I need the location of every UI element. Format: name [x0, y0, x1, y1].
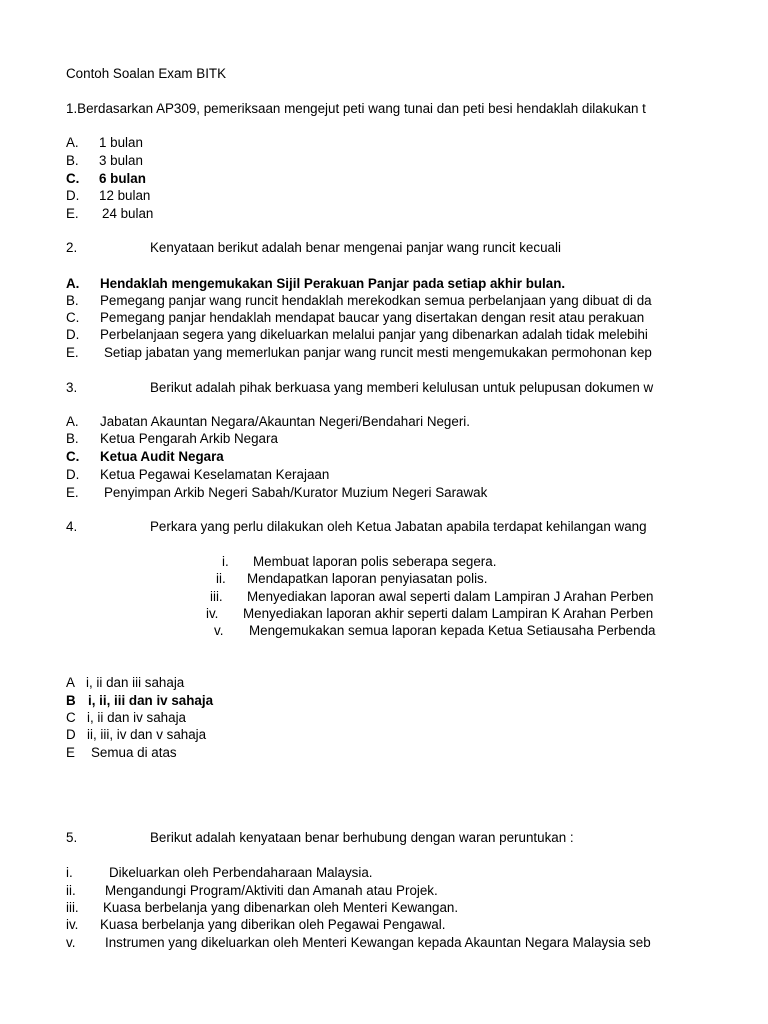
q1-option-a-text: 1 bulan [99, 135, 143, 150]
q1-option-a-letter: A. [66, 135, 79, 150]
q1-option-c-letter: C. [66, 171, 80, 186]
q3-option-b-text: Ketua Pengarah Arkib Negara [100, 431, 278, 446]
question-5-number: 5. [66, 830, 78, 845]
q5-statement-i-numeral: i. [66, 865, 73, 880]
question-4-number: 4. [66, 519, 78, 534]
q4-option-c-letter: C [66, 710, 76, 725]
q4-statement-iii-text: Menyediakan laporan awal seperti dalam Lampiran J Arahan Perben [247, 589, 654, 604]
q5-statement-iv-numeral: iv. [66, 917, 79, 932]
q4-statement-ii-numeral: ii. [216, 571, 226, 586]
q2-option-c-letter: C. [66, 310, 80, 325]
q5-statement-v-text: Instrumen yang dikeluarkan oleh Menteri Kewangan kepada Akauntan Negara Malaysia seb [105, 935, 651, 950]
q3-option-c-text: Ketua Audit Negara [100, 449, 224, 464]
q1-option-e-letter: E. [66, 206, 79, 221]
q5-statement-iv-text: Kuasa berbelanja yang diberikan oleh Pegawai Pengawal. [100, 917, 446, 932]
question-4-text: Perkara yang perlu dilakukan oleh Ketua Jabatan apabila terdapat kehilangan wang [150, 519, 647, 534]
q4-option-a-text: i, ii dan iii sahaja [86, 675, 185, 690]
q4-option-a-letter: A [66, 675, 75, 690]
q3-option-d-letter: D. [66, 467, 80, 482]
q4-option-b-text: i, ii, iii dan iv sahaja [88, 693, 214, 708]
document-content [66, 0, 678, 1024]
q3-option-a-letter: A. [66, 414, 79, 429]
q3-option-a-text: Jabatan Akauntan Negara/Akauntan Negeri/Bendahari Negeri. [100, 414, 470, 429]
q1-option-d-text: 12 bulan [99, 188, 151, 203]
q2-option-b-text: Pemegang panjar wang runcit hendaklah merekodkan semua perbelanjaan yang dibuat di da [100, 293, 652, 308]
q4-option-d-letter: D [66, 727, 76, 742]
q3-option-b-letter: B. [66, 431, 79, 446]
question-2-number: 2. [66, 240, 78, 255]
q4-option-b-letter: B [66, 693, 76, 708]
q4-statement-iv-numeral: iv. [206, 606, 219, 621]
q3-option-e-letter: E. [66, 485, 79, 500]
question-3-number: 3. [66, 380, 78, 395]
q4-option-c-text: i, ii dan iv sahaja [87, 710, 186, 725]
q4-statement-iv-text: Menyediakan laporan akhir seperti dalam Lampiran K Arahan Perben [243, 606, 654, 621]
q5-statement-v-numeral: v. [66, 935, 76, 950]
q1-option-d-letter: D. [66, 188, 80, 203]
q2-option-c-text: Pemegang panjar hendaklah mendapat baucar yang disertakan dengan resit atau perakuan [100, 310, 645, 325]
q5-statement-iii-text: Kuasa berbelanja yang dibenarkan oleh Menteri Kewangan. [103, 900, 459, 915]
q1-option-b-letter: B. [66, 153, 79, 168]
q2-option-b-letter: B. [66, 293, 79, 308]
q3-option-e-text: Penyimpan Arkib Negeri Sabah/Kurator Muzium Negeri Sarawak [104, 485, 488, 500]
question-2-text: Kenyataan berikut adalah benar mengenai panjar wang runcit kecuali [150, 240, 561, 255]
q2-option-d-text: Perbelanjaan segera yang dikeluarkan melalui panjar yang dibenarkan adalah tidak melebihi [100, 327, 648, 342]
q2-option-a-letter: A. [66, 276, 80, 291]
q4-statement-i-text: Membuat laporan polis seberapa segera. [253, 554, 497, 569]
q5-statement-ii-text: Mengandungi Program/Aktiviti dan Amanah atau Projek. [105, 883, 438, 898]
q1-option-b-text: 3 bulan [99, 153, 143, 168]
question-3-text: Berikut adalah pihak berkuasa yang memberi kelulusan untuk pelupusan dokumen w [150, 380, 654, 395]
q5-statement-iii-numeral: iii. [66, 900, 79, 915]
q3-option-d-text: Ketua Pegawai Keselamatan Kerajaan [100, 467, 330, 482]
q3-option-c-letter: C. [66, 449, 80, 464]
q4-option-e-text: Semua di atas [91, 745, 177, 760]
q2-option-e-text: Setiap jabatan yang memerlukan panjar wang runcit mesti mengemukakan permohonan kep [104, 345, 652, 360]
question-1-text: 1.Berdasarkan AP309, pemeriksaan mengejut peti wang tunai dan peti besi hendaklah dilakukan t [66, 101, 646, 116]
q1-option-e-text: 24 bulan [102, 206, 154, 221]
question-5-text: Berikut adalah kenyataan benar berhubung dengan waran peruntukan : [150, 830, 574, 845]
q1-option-c-text: 6 bulan [99, 171, 146, 186]
q4-statement-i-numeral: i. [222, 554, 229, 569]
q4-statement-v-text: Mengemukakan semua laporan kepada Ketua Setiausaha Perbenda [249, 623, 656, 638]
q2-option-a-text: Hendaklah mengemukakan Sijil Perakuan Panjar pada setiap akhir bulan. [100, 276, 566, 291]
q4-statement-v-numeral: v. [214, 623, 224, 638]
q4-statement-iii-numeral: iii. [210, 589, 223, 604]
q4-option-e-letter: E [66, 745, 75, 760]
q5-statement-i-text: Dikeluarkan oleh Perbendaharaan Malaysia. [109, 865, 373, 880]
q2-option-d-letter: D. [66, 327, 80, 342]
q5-statement-ii-numeral: ii. [66, 883, 76, 898]
document-title: Contoh Soalan Exam BITK [66, 66, 227, 81]
q4-statement-ii-text: Mendapatkan laporan penyiasatan polis. [247, 571, 488, 586]
q4-option-d-text: ii, iii, iv dan v sahaja [87, 727, 207, 742]
q2-option-e-letter: E. [66, 345, 79, 360]
